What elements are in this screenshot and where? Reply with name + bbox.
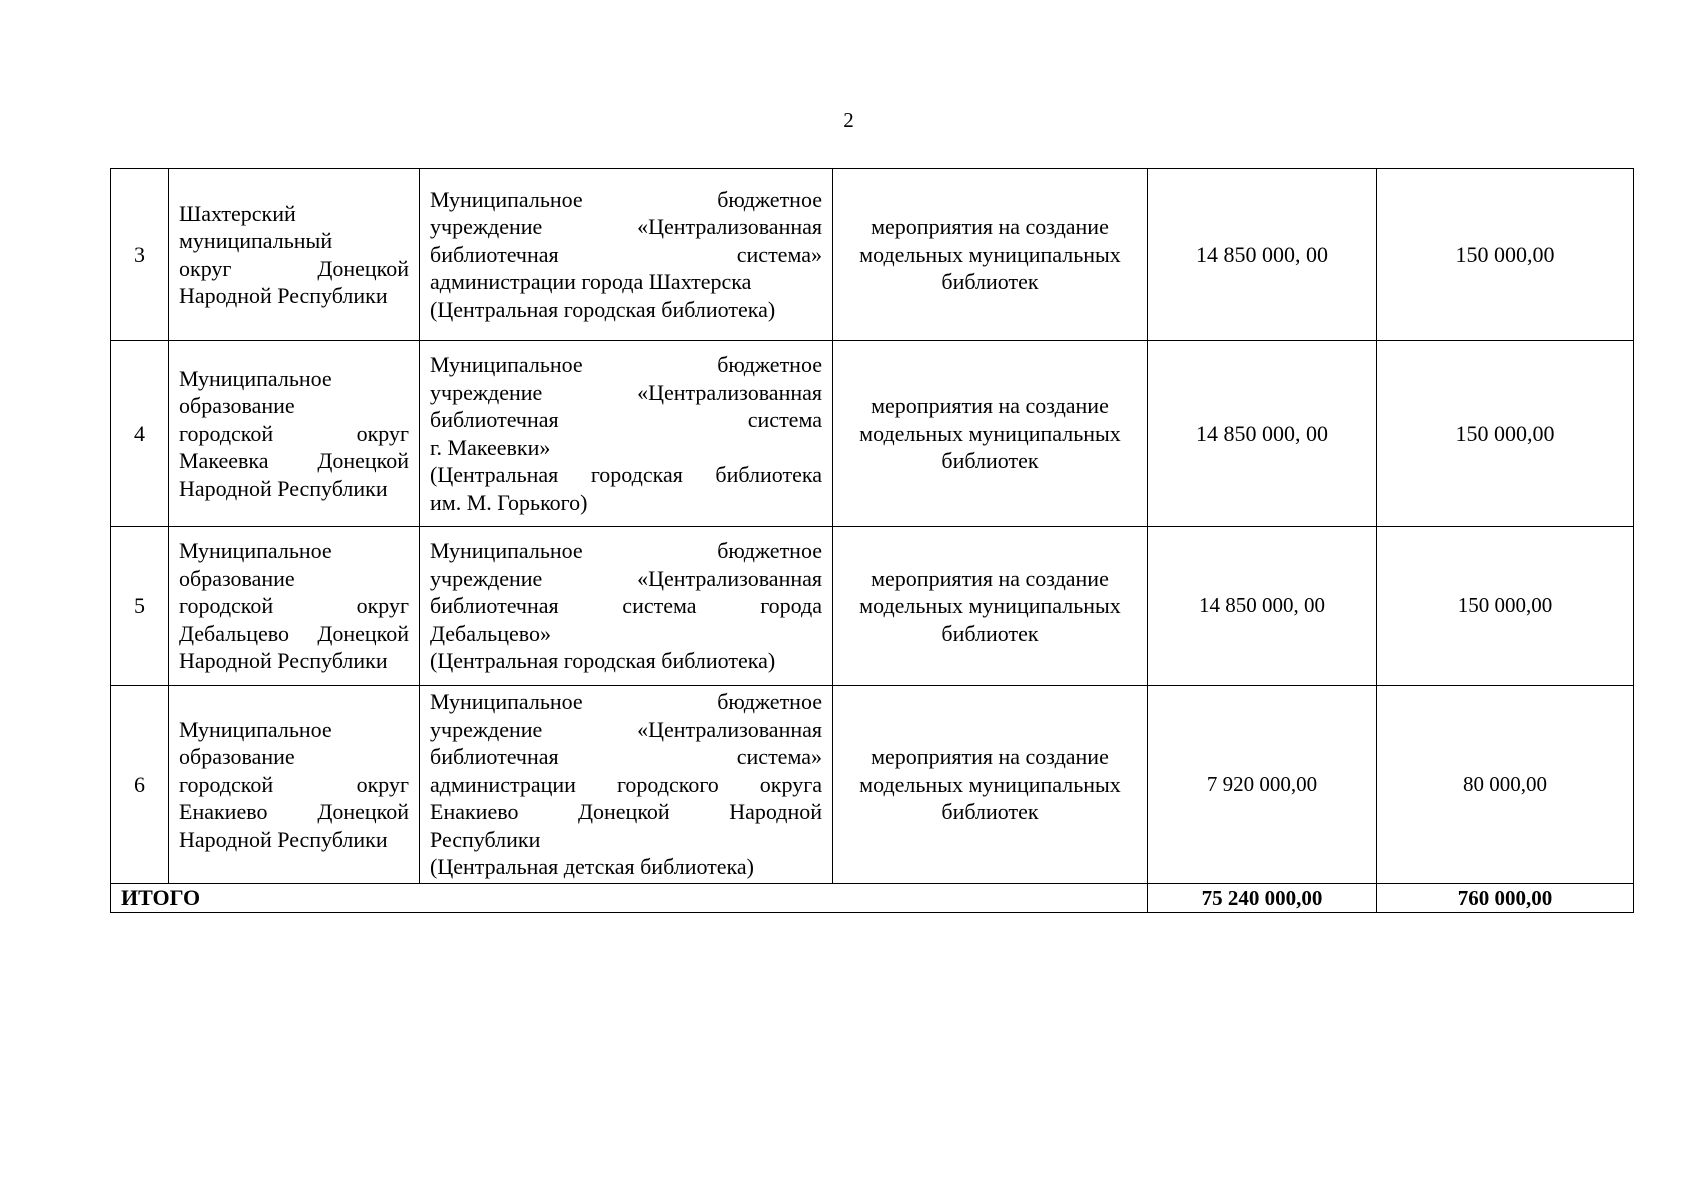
municipality-line: Народной Республики xyxy=(179,826,388,852)
municipality-cell xyxy=(169,341,420,527)
municipality-cell xyxy=(169,527,420,686)
institution-line: учреждение «Централизованная xyxy=(430,214,822,240)
institution-cell xyxy=(420,169,833,341)
municipality-line: Дебальцево Донецкой xyxy=(179,620,409,646)
total-amount-federal: 75 240 000,00 xyxy=(1148,884,1377,913)
institution-line: Муниципальное бюджетное xyxy=(430,689,822,715)
municipality-line: Енакиево Донецкой xyxy=(179,799,409,825)
institution-cell xyxy=(420,686,833,884)
municipality-line: Муниципальное xyxy=(179,716,332,742)
institution-line: г. Макеевки» xyxy=(430,434,551,460)
municipality-line: округ Донецкой xyxy=(179,255,409,281)
institution-line: администрации городского округа xyxy=(430,771,822,797)
purpose-line: мероприятия на создание xyxy=(871,565,1109,591)
municipality-line: Народной Республики xyxy=(179,283,388,308)
institution-line: Республики xyxy=(430,826,541,852)
municipality-cell xyxy=(169,686,420,884)
table-row xyxy=(111,169,1634,341)
institution-line: учреждение «Централизованная xyxy=(430,716,822,742)
institution-line: Муниципальное бюджетное xyxy=(430,538,822,564)
purpose-cell xyxy=(833,686,1148,884)
institution-line: им. М. Горького) xyxy=(430,489,588,515)
institution-line: учреждение «Централизованная xyxy=(430,379,822,405)
amount-local: 150 000,00 xyxy=(1377,169,1634,341)
institution-line: администрации города Шахтерска xyxy=(430,269,752,295)
municipality-line: Макеевка Донецкой xyxy=(179,448,409,474)
purpose-line: библиотек xyxy=(941,448,1039,474)
amount-federal: 14 850 000, 00 xyxy=(1148,341,1377,527)
purpose-line: мероприятия на создание xyxy=(871,393,1109,419)
purpose-line: модельных муниципальных xyxy=(859,241,1121,267)
municipality-line: Народной Республики xyxy=(179,648,388,674)
row-number: 5 xyxy=(111,527,169,686)
purpose-line: мероприятия на создание xyxy=(871,744,1109,770)
amount-federal: 14 850 000, 00 xyxy=(1148,169,1377,341)
municipality-line: Муниципальное xyxy=(179,538,332,564)
purpose-cell xyxy=(833,169,1148,341)
total-label: ИТОГО xyxy=(111,884,1148,913)
institution-line: (Центральная городская библиотека xyxy=(430,462,822,487)
institution-line: библиотечная система xyxy=(430,407,822,432)
page-number: 2 xyxy=(843,108,854,132)
amount-federal: 14 850 000, 00 xyxy=(1148,527,1377,686)
municipality-line: Шахтерский xyxy=(179,200,296,226)
municipality-line: образование xyxy=(179,744,295,770)
row-number: 3 xyxy=(111,169,169,341)
institution-line: библиотечная система города xyxy=(430,593,822,619)
municipality-line: городской округ xyxy=(179,420,409,446)
purpose-cell xyxy=(833,341,1148,527)
purpose-line: библиотек xyxy=(941,269,1039,295)
municipality-line: муниципальный xyxy=(179,228,333,253)
total-row xyxy=(111,884,1634,913)
institution-cell xyxy=(420,527,833,686)
municipality-line: образование xyxy=(179,565,295,591)
purpose-cell xyxy=(833,527,1148,686)
purpose-line: библиотек xyxy=(941,620,1039,646)
institution-line: библиотечная система» xyxy=(430,241,822,267)
table-row xyxy=(111,341,1634,527)
purpose-line: библиотек xyxy=(941,799,1039,825)
amount-local: 150 000,00 xyxy=(1377,341,1634,527)
institution-line: Енакиево Донецкой Народной xyxy=(430,799,822,825)
amount-local: 80 000,00 xyxy=(1377,686,1634,884)
municipality-line: городской округ xyxy=(179,593,409,619)
municipality-line: образование xyxy=(179,393,295,419)
institution-line: (Центральная городская библиотека) xyxy=(430,296,776,322)
institution-line: библиотечная система» xyxy=(430,744,822,770)
institution-line: (Центральная городская библиотека) xyxy=(430,648,776,674)
subsidy-table xyxy=(110,168,1634,913)
institution-line: Дебальцево» xyxy=(430,620,551,646)
institution-line: (Центральная детская библиотека) xyxy=(430,854,755,880)
purpose-line: модельных муниципальных xyxy=(859,593,1121,619)
purpose-line: модельных муниципальных xyxy=(859,420,1121,446)
row-number: 4 xyxy=(111,341,169,527)
table-row xyxy=(111,686,1634,884)
institution-line: Муниципальное бюджетное xyxy=(430,186,822,212)
institution-cell xyxy=(420,341,833,527)
amount-federal: 7 920 000,00 xyxy=(1148,686,1377,884)
municipality-cell xyxy=(169,169,420,341)
institution-line: Муниципальное бюджетное xyxy=(430,352,822,377)
total-amount-local: 760 000,00 xyxy=(1377,884,1634,913)
institution-line: учреждение «Централизованная xyxy=(430,565,822,591)
amount-local: 150 000,00 xyxy=(1377,527,1634,686)
municipality-line: Муниципальное xyxy=(179,365,332,391)
purpose-line: модельных муниципальных xyxy=(859,771,1121,797)
municipality-line: городской округ xyxy=(179,771,409,797)
row-number: 6 xyxy=(111,686,169,884)
table-row xyxy=(111,527,1634,686)
purpose-line: мероприятия на создание xyxy=(871,214,1109,240)
municipality-line: Народной Республики xyxy=(179,475,388,501)
